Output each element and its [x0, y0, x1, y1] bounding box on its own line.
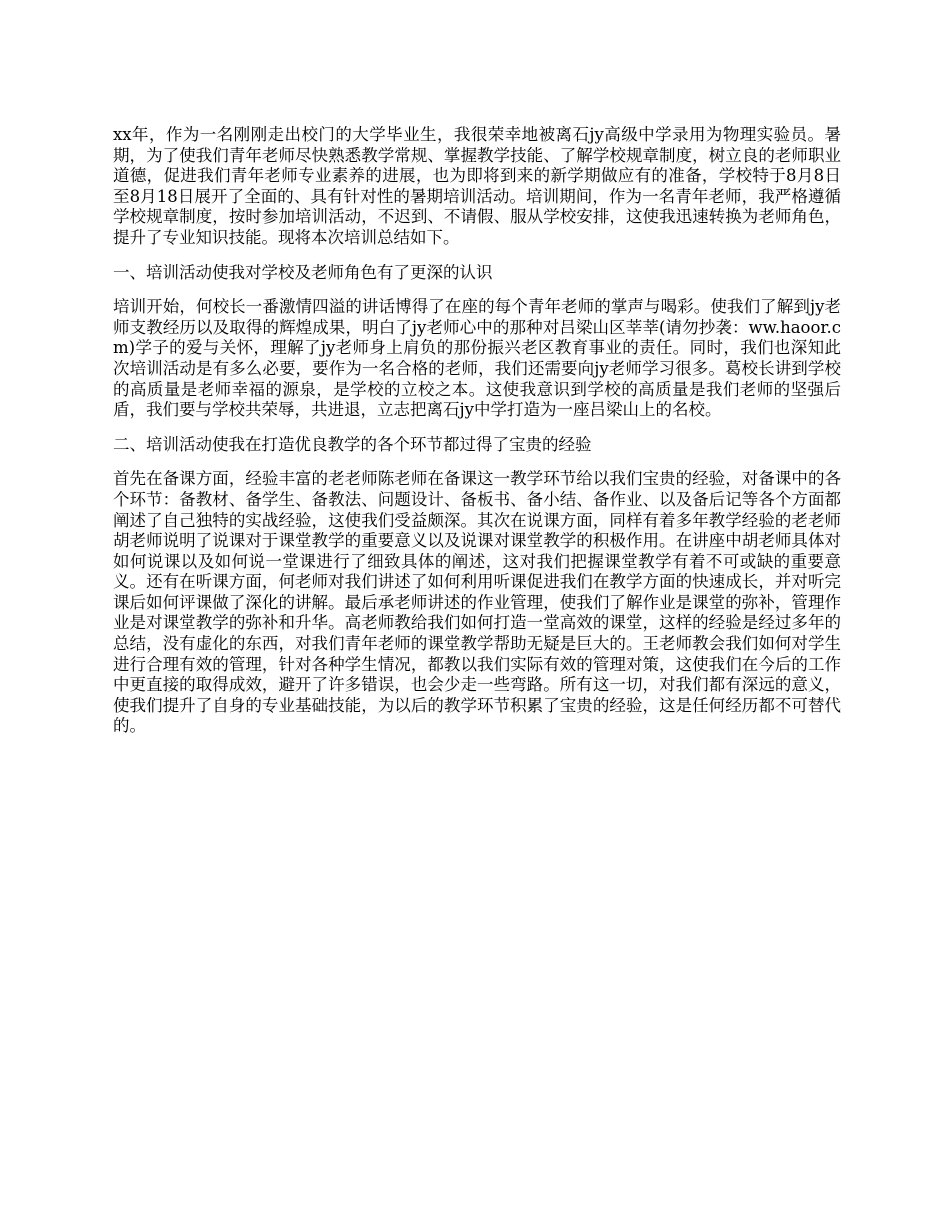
- section-1-paragraph: 培训开始，何校长一番激情四溢的讲话博得了在座的每个青年老师的掌声与喝彩。使我们了解到jy老师支教经历以及取得的辉煌成果，明白了jy老师心中的那种对吕梁山区莘莘(请勿抄袭：ww.haoor.cm)学子的爱与关怀，理解了jy老师身上肩负的那份振兴老区教育事业的责任。同时，我们也深知此次培训活动是有多么必要，要作为一名合格的老师，我们还需要向jy老师学习很多。葛校长讲到学校的高质量是老师幸福的源泉，是学校的立校之本。这使我意识到学校的高质量是我们老师的坚强后盾，我们要与学校共荣辱，共进退，立志把离石jy中学打造为一座吕梁山上的名校。: [113, 297, 841, 420]
- intro-paragraph: xx年，作为一名刚刚走出校门的大学毕业生，我很荣幸地被离石jy高级中学录用为物理实验员。暑期，为了使我们青年老师尽快熟悉教学常规、掌握教学技能、了解学校规章制度，树立良的老师职业道德，促进我们青年老师专业素养的进展，也为即将到来的新学期做应有的准备，学校特于8月8日至8月18日展开了全面的、具有针对性的暑期培训活动。培训期间，作为一名青年老师，我严格遵循学校规章制度，按时参加培训活动，不迟到、不请假、服从学校安排，这使我迅速转换为老师角色，提升了专业知识技能。现将本次培训总结如下。: [113, 125, 841, 247]
- document-body: [113, 125, 841, 751]
- section-heading-1: 一、培训活动使我对学校及老师角色有了更深的认识: [113, 262, 493, 282]
- section-heading-2: 二、培训活动使我在打造优良教学的各个环节都过得了宝贵的经验: [113, 434, 592, 454]
- section-2-paragraph: 首先在备课方面，经验丰富的老老师陈老师在备课这一教学环节给以我们宝贵的经验，对备课中的各个环节：备教材、备学生、备教法、问题设计、备板书、备小结、备作业、以及备后记等各个方面都阐述了自己独特的实战经验，这使我们受益颇深。其次在说课方面，同样有着多年教学经验的老老师胡老师说明了说课对于课堂教学的重要意义以及说课对课堂教学的积极作用。在讲座中胡老师具体对如何说课以及如何说一堂课进行了细致具体的阐述，这对我们把握课堂教学有着不可或缺的重要意义。还有在听课方面，何老师对我们讲述了如何利用听课促进我们在教学方面的快速成长，并对听完课后如何评课做了深化的讲解。最后承老师讲述的作业管理，使我们了解作业是课堂的弥补，管理作业是对课堂教学的弥补和升华。高老师教给我们如何打造一堂高效的课堂，这样的经验是经过多年的总结，没有虚化的东西，对我们青年老师的课堂教学帮助无疑是巨大的。王老师教会我们如何对学生进行合理有效的管理，针对各种学生情况，都教以我们实际有效的管理对策，这使我们在今后的工作中更直接的取得成效，避开了许多错误，也会少走一些弯路。所有这一切，对我们都有深远的意义，使我们提升了自身的专业基础技能，为以后的教学环节积累了宝贵的经验，这是任何经历都不可替代的。: [113, 469, 841, 736]
